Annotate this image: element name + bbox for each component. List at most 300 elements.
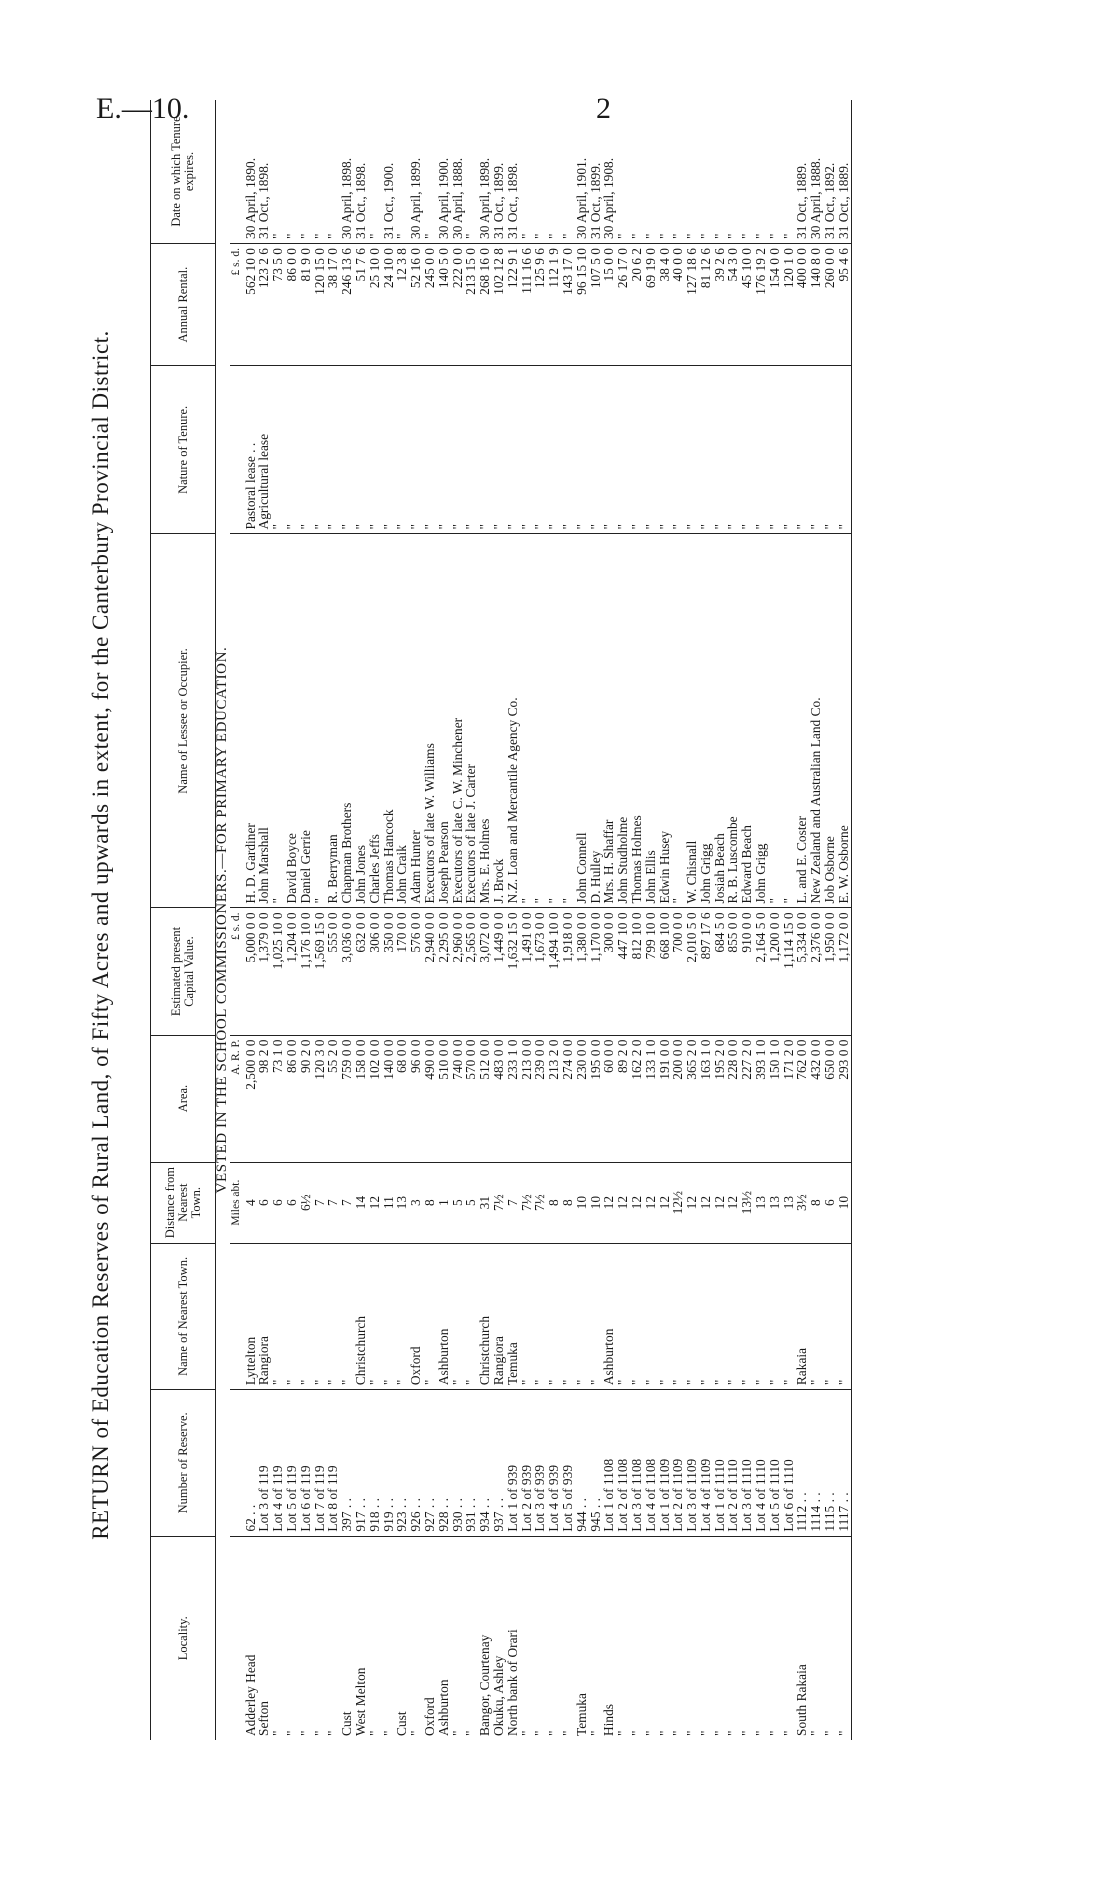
cell-nearest-town: " [837,1243,851,1389]
cell-lessee: H. D. Gardiner [244,534,258,908]
cell-annual-rental: 562 10 0 [244,244,258,366]
cell-tenure: " [464,366,478,534]
document-reference: E.—10. [96,92,190,125]
cell-tenure: " [547,366,561,534]
cell-locality: " [463,1730,479,1736]
cell-lessee: " [547,534,561,908]
cell-reserve-number: 928 . . [437,1390,451,1536]
cell-tenure-expires: 31 Oct., 1892. [823,100,837,244]
cell-distance: 1 [437,1162,451,1243]
cell-tenure-expires: " [520,100,534,244]
header-capital-value: Estimated present Capital Value. [151,908,216,1035]
cell-tenure: Pastoral lease . . [244,366,258,534]
header-locality: Locality. [151,1536,216,1740]
cell-lessee: John Craik [395,534,409,908]
table-row [423,100,437,1740]
cell-area: 162 2 0 [630,1035,644,1162]
cell-tenure: " [575,366,589,534]
cell-tenure-expires: " [285,100,299,244]
cell-tenure-expires: 30 April, 1899. [409,100,423,244]
table-row [285,100,299,1740]
cell-nearest-town: " [685,1243,699,1389]
cell-capital-value: 1,200 0 0 [768,908,782,1035]
cell-annual-rental: 38 4 0 [658,244,672,366]
cell-annual-rental: 245 0 0 [423,244,437,366]
cell-locality: " [670,1730,686,1736]
cell-tenure-expires: " [699,100,713,244]
units-value: £ s. d. [230,908,244,1035]
cell-reserve-number: 923 . . [395,1390,409,1536]
cell-tenure-expires: 30 April, 1908. [602,100,616,244]
cell-annual-rental: 45 10 0 [740,244,754,366]
cell-annual-rental: 213 15 0 [464,244,478,366]
cell-tenure-expires: " [464,100,478,244]
cell-reserve-number: Lot 4 of 1110 [754,1390,768,1536]
table-row [271,100,285,1740]
cell-reserve-number: Lot 4 of 939 [547,1390,561,1536]
cell-tenure: " [795,366,809,534]
cell-tenure: " [768,366,782,534]
table-row [437,100,451,1740]
cell-area: 200 0 0 [671,1035,685,1162]
cell-distance: 12 [685,1162,699,1243]
cell-area: 150 1 0 [768,1035,782,1162]
cell-area: 89 2 0 [616,1035,630,1162]
cell-locality: " [311,1730,327,1736]
cell-reserve-number: Lot 1 of 939 [506,1390,520,1536]
table-row [823,100,837,1740]
cell-reserve-number: Lot 1 of 1109 [658,1390,672,1536]
cell-reserve-number: Lot 7 of 119 [313,1390,327,1536]
cell-nearest-town: Christchurch [354,1243,368,1389]
cell-tenure: " [533,366,547,534]
cell-capital-value: 2,295 0 0 [437,908,451,1035]
cell-annual-rental: 73 5 0 [271,244,285,366]
header-reserve-number: Number of Reserve. [151,1390,216,1536]
table-row [257,100,271,1740]
table-row [754,100,768,1740]
table-row [837,100,851,1740]
cell-area: 86 0 0 [285,1035,299,1162]
cell-nearest-town: " [768,1243,782,1389]
units-locality [230,1536,244,1740]
cell-reserve-number: 934 . . [478,1390,492,1536]
cell-tenure: " [699,366,713,534]
cell-tenure-expires: 31 Oct., 1900. [382,100,396,244]
cell-capital-value: 1,569 15 0 [313,908,327,1035]
cell-capital-value: 632 0 0 [354,908,368,1035]
cell-tenure-expires: " [368,100,382,244]
cell-nearest-town: " [658,1243,672,1389]
cell-locality: " [270,1730,286,1736]
cell-locality: " [283,1730,299,1736]
table-row [782,100,796,1740]
table-body [216,100,852,1740]
cell-lessee: Executors of late J. Carter [464,534,478,908]
cell-distance: 3½ [795,1162,809,1243]
cell-locality: Bangor, Courtenay [477,1634,493,1736]
cell-annual-rental: 143 17 0 [561,244,575,366]
cell-area: 650 0 0 [823,1035,837,1162]
cell-tenure-expires: 31 Oct., 1899. [589,100,603,244]
cell-tenure-expires: " [740,100,754,244]
cell-capital-value: 1,918 0 0 [561,908,575,1035]
cell-locality: " [587,1730,603,1736]
table-row [658,100,672,1740]
cell-distance: 31 [478,1162,492,1243]
cell-capital-value: 2,164 5 0 [754,908,768,1035]
table-row [395,100,409,1740]
cell-tenure: " [506,366,520,534]
table-row [616,100,630,1740]
cell-area: 213 0 0 [520,1035,534,1162]
cell-tenure-expires: " [644,100,658,244]
cell-area: 762 0 0 [795,1035,809,1162]
cell-area: 60 0 0 [602,1035,616,1162]
cell-annual-rental: 111 16 6 [520,244,534,366]
cell-reserve-number: 1114 . . [809,1390,823,1536]
cell-lessee: John Marshall [257,534,271,908]
cell-area: 213 2 0 [547,1035,561,1162]
cell-capital-value: 1,025 10 0 [271,908,285,1035]
cell-reserve-number: Lot 6 of 119 [299,1390,313,1536]
table-row [644,100,658,1740]
cell-annual-rental: 112 1 9 [547,244,561,366]
cell-locality: " [642,1730,658,1736]
cell-lessee: John Studholme [616,534,630,908]
cell-tenure-expires: " [782,100,796,244]
cell-distance: 13½ [740,1162,754,1243]
cell-area: 90 2 0 [299,1035,313,1162]
cell-reserve-number: Lot 1 of 1110 [713,1390,727,1536]
cell-distance: 7 [340,1162,354,1243]
cell-nearest-town: " [671,1243,685,1389]
table-row [409,100,423,1740]
cell-reserve-number: Lot 5 of 1110 [768,1390,782,1536]
return-title: RETURN of Education Reserves of Rural Land, of Fifty Acres and upwards in extent, for the Canterbury Provincial District. [88,330,113,1540]
cell-nearest-town: " [520,1243,534,1389]
cell-annual-rental: 125 9 6 [533,244,547,366]
cell-lessee: Josiah Beach [713,534,727,908]
cell-annual-rental: 12 3 8 [395,244,409,366]
cell-tenure: " [644,366,658,534]
cell-reserve-number: 1115 . . [823,1390,837,1536]
table-row [671,100,685,1740]
cell-tenure: " [368,366,382,534]
cell-distance: 6 [823,1162,837,1243]
cell-lessee: " [671,534,685,908]
cell-tenure: " [589,366,603,534]
cell-area: 2,500 0 0 [244,1035,258,1162]
cell-distance: 10 [837,1162,851,1243]
units-row [230,100,244,1740]
cell-area: 740 0 0 [451,1035,465,1162]
cell-nearest-town: " [699,1243,713,1389]
units-tenure [230,366,244,534]
cell-capital-value: 1,170 0 0 [589,908,603,1035]
cell-annual-rental: 122 9 1 [506,244,520,366]
cell-tenure: " [837,366,851,534]
cell-reserve-number: Lot 2 of 1109 [671,1390,685,1536]
cell-reserve-number: 62 . . [244,1390,258,1536]
cell-lessee: Edward Beach [740,534,754,908]
cell-distance: 13 [782,1162,796,1243]
cell-tenure-expires: " [326,100,340,244]
cell-locality: Ashburton [435,1679,451,1736]
cell-area: 195 2 0 [713,1035,727,1162]
cell-area: 230 0 0 [575,1035,589,1162]
cell-reserve-number: 927 . . [423,1390,437,1536]
units-distance: Miles abt. [230,1162,244,1243]
header-nearest-town: Name of Nearest Town. [151,1243,216,1389]
cell-lessee: Chapman Brothers [340,534,354,908]
cell-distance: 12 [726,1162,740,1243]
cell-distance: 8 [423,1162,437,1243]
cell-reserve-number: Lot 2 of 1110 [726,1390,740,1536]
cell-locality: North bank of Orari [504,1629,520,1736]
table-row [382,100,396,1740]
cell-annual-rental: 52 16 0 [409,244,423,366]
cell-locality: " [408,1730,424,1736]
cell-area: 239 0 0 [533,1035,547,1162]
cell-reserve-number: Lot 8 of 119 [326,1390,340,1536]
cell-tenure: " [451,366,465,534]
header-tenure: Nature of Tenure. [151,366,216,534]
cell-reserve-number: 1112 . . [795,1390,809,1536]
cell-locality: " [697,1730,713,1736]
cell-distance: 11 [382,1162,396,1243]
cell-nearest-town: " [782,1243,796,1389]
cell-locality: " [559,1730,575,1736]
header-distance: Distance from Nearest Town. [151,1162,216,1243]
cell-locality: Okuku, Ashley [490,1655,506,1736]
cell-distance: 14 [354,1162,368,1243]
cell-annual-rental: 260 0 0 [823,244,837,366]
cell-annual-rental: 20 6 2 [630,244,644,366]
cell-capital-value: 2,940 0 0 [423,908,437,1035]
cell-reserve-number: 930 . . [451,1390,465,1536]
cell-tenure-expires: 30 April, 1888. [809,100,823,244]
cell-lessee: D. Hulley [589,534,603,908]
cell-tenure: " [602,366,616,534]
cell-reserve-number: Lot 5 of 939 [561,1390,575,1536]
cell-locality: Adderley Head [242,1654,258,1736]
cell-annual-rental: 51 7 6 [354,244,368,366]
cell-locality: " [325,1730,341,1736]
cell-nearest-town: " [451,1243,465,1389]
cell-tenure-expires: " [299,100,313,244]
cell-annual-rental: 154 0 0 [768,244,782,366]
cell-capital-value: 555 0 0 [326,908,340,1035]
cell-annual-rental: 246 13 6 [340,244,354,366]
cell-capital-value: 812 10 0 [630,908,644,1035]
table-row [368,100,382,1740]
cell-distance: 6 [285,1162,299,1243]
cell-capital-value: 1,379 0 0 [257,908,271,1035]
table-row [313,100,327,1740]
cell-nearest-town: " [561,1243,575,1389]
cell-lessee: " [533,534,547,908]
cell-locality: " [766,1730,782,1736]
cell-locality: Oxford [421,1697,437,1736]
table-row [533,100,547,1740]
units-lessee [230,534,244,908]
cell-annual-rental: 107 5 0 [589,244,603,366]
cell-nearest-town: " [299,1243,313,1389]
cell-reserve-number: Lot 4 of 119 [271,1390,285,1536]
education-reserves-table [150,100,852,1740]
cell-area: 158 0 0 [354,1035,368,1162]
cell-capital-value: 1,632 15 0 [506,908,520,1035]
cell-tenure-expires: 30 April, 1900. [437,100,451,244]
cell-annual-rental: 102 12 8 [492,244,506,366]
cell-nearest-town: " [575,1243,589,1389]
cell-lessee: John Ellis [644,534,658,908]
cell-nearest-town: Rangiora [492,1243,506,1389]
header-annual-rental: Annual Rental. [151,244,216,366]
cell-nearest-town: " [713,1243,727,1389]
cell-nearest-town: " [285,1243,299,1389]
cell-area: 432 0 0 [809,1035,823,1162]
cell-distance: 7½ [533,1162,547,1243]
cell-distance: 6 [257,1162,271,1243]
cell-tenure-expires: " [533,100,547,244]
cell-annual-rental: 15 0 0 [602,244,616,366]
cell-nearest-town: " [423,1243,437,1389]
cell-annual-rental: 25 10 0 [368,244,382,366]
cell-tenure-expires: 31 Oct., 1898. [257,100,271,244]
header-lessee: Name of Lessee or Occupier. [151,534,216,908]
cell-distance: 13 [754,1162,768,1243]
cell-lessee: Edwin Husey [658,534,672,908]
cell-tenure: " [713,366,727,534]
cell-capital-value: 2,960 0 0 [451,908,465,1035]
cell-nearest-town: " [754,1243,768,1389]
units-reserve [230,1390,244,1536]
units-area: A. R. P. [230,1035,244,1162]
cell-tenure-expires: 31 Oct., 1898. [506,100,520,244]
units-rental: £ s. d. [230,244,244,366]
cell-tenure: " [782,366,796,534]
cell-area: 570 0 0 [464,1035,478,1162]
cell-capital-value: 1,449 0 0 [492,908,506,1035]
cell-nearest-town: " [533,1243,547,1389]
cell-distance: 12 [644,1162,658,1243]
cell-area: 228 0 0 [726,1035,740,1162]
cell-locality: " [684,1730,700,1736]
cell-tenure: " [671,366,685,534]
cell-locality: " [656,1730,672,1736]
cell-tenure-expires: " [547,100,561,244]
cell-reserve-number: Lot 1 of 1108 [602,1390,616,1536]
cell-capital-value: 1,176 10 0 [299,908,313,1035]
column-header-row [151,100,216,1740]
cell-reserve-number: Lot 3 of 1108 [630,1390,644,1536]
cell-lessee: Mrs. H. Shaffar [602,534,616,908]
cell-nearest-town: " [726,1243,740,1389]
cell-nearest-town: Ashburton [602,1243,616,1389]
cell-capital-value: 1,491 0 0 [520,908,534,1035]
cell-nearest-town: " [809,1243,823,1389]
cell-tenure-expires: 30 April, 1888. [451,100,465,244]
cell-area: 96 0 0 [409,1035,423,1162]
cell-reserve-number: 1117 . . [837,1390,851,1536]
table-row [354,100,368,1740]
table-row [244,100,258,1740]
cell-capital-value: 576 0 0 [409,908,423,1035]
table-row [589,100,603,1740]
cell-capital-value: 1,114 15 0 [782,908,796,1035]
table-row [795,100,809,1740]
cell-locality: " [532,1730,548,1736]
cell-area: 490 0 0 [423,1035,437,1162]
cell-distance: 12 [630,1162,644,1243]
cell-distance: 8 [561,1162,575,1243]
cell-distance: 8 [809,1162,823,1243]
cell-locality: " [546,1730,562,1736]
cell-tenure: " [409,366,423,534]
cell-reserve-number: 919 . . [382,1390,396,1536]
cell-reserve-number: 918 . . [368,1390,382,1536]
cell-locality: Hinds [601,1704,617,1736]
table-row [685,100,699,1740]
cell-nearest-town: " [547,1243,561,1389]
cell-reserve-number: Lot 3 of 1110 [740,1390,754,1536]
cell-nearest-town: Christchurch [478,1243,492,1389]
cell-tenure-expires: 30 April, 1898. [478,100,492,244]
cell-tenure: " [561,366,575,534]
cell-reserve-number: Lot 3 of 939 [533,1390,547,1536]
cell-lessee: J. Brock [492,534,506,908]
cell-distance: 12 [602,1162,616,1243]
cell-lessee: " [768,534,782,908]
cell-locality: " [739,1730,755,1736]
table-row [602,100,616,1740]
cell-tenure: " [740,366,754,534]
cell-lessee: Thomas Holmes [630,534,644,908]
cell-reserve-number: Lot 3 of 1109 [685,1390,699,1536]
table-row [713,100,727,1740]
cell-capital-value: 1,380 0 0 [575,908,589,1035]
cell-nearest-town: " [271,1243,285,1389]
cell-distance: 8 [547,1162,561,1243]
cell-capital-value: 300 0 0 [602,908,616,1035]
cell-nearest-town: " [616,1243,630,1389]
cell-tenure-expires: " [671,100,685,244]
cell-annual-rental: 176 19 2 [754,244,768,366]
cell-tenure: " [520,366,534,534]
cell-nearest-town: Oxford [409,1243,423,1389]
cell-area: 365 2 0 [685,1035,699,1162]
cell-distance: 7 [313,1162,327,1243]
cell-reserve-number: Lot 3 of 119 [257,1390,271,1536]
cell-reserve-number: Lot 5 of 119 [285,1390,299,1536]
cell-tenure-expires: " [561,100,575,244]
cell-tenure-expires: " [754,100,768,244]
cell-locality: Cust [339,1711,355,1736]
cell-distance: 7½ [492,1162,506,1243]
cell-tenure: " [271,366,285,534]
cell-capital-value: 855 0 0 [726,908,740,1035]
cell-area: 102 0 0 [368,1035,382,1162]
cell-annual-rental: 400 0 0 [795,244,809,366]
cell-capital-value: 910 0 0 [740,908,754,1035]
cell-distance: 12 [658,1162,672,1243]
cell-distance: 12 [368,1162,382,1243]
cell-capital-value: 2,565 0 0 [464,908,478,1035]
cell-tenure-expires: " [630,100,644,244]
cell-nearest-town: " [630,1243,644,1389]
